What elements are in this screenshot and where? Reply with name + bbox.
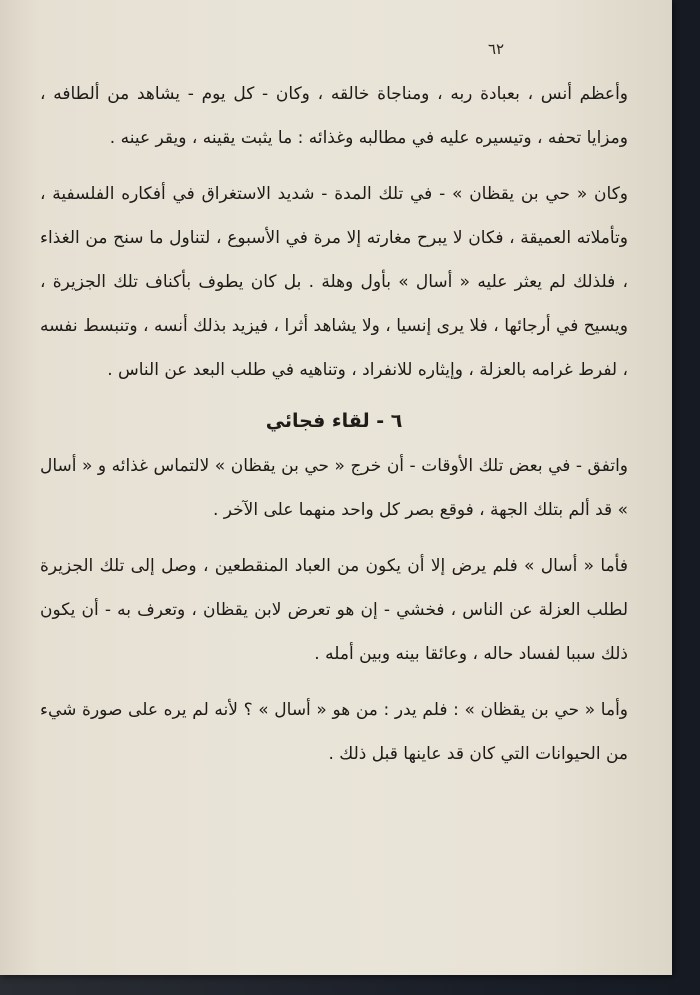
section-heading: ٦ - لقاء فجائي — [265, 410, 403, 432]
body-text — [40, 72, 628, 776]
section-paragraph-2: فأما « أسال » فلم يرض إلا أن يكون من العباد المنقطعين ، وصل إلى تلك الجزيرة لطلب العزلة عن الناس ، فخشي - إن هو تعرض لابن يقظان ، وتعرف به - أن يكون ذلك سببا لفساد حاله ، وعائقا بينه وبين أمله . — [40, 556, 628, 664]
section-paragraph-3: وأما « حي بن يقظان » : فلم يدر : من هو « أسال » ؟ لأنه لم يره على صورة شيء من الحيوانات التي كان قد عاينها قبل ذلك . — [40, 700, 628, 764]
section-paragraph-1: واتفق - في بعض تلك الأوقات - أن خرج « حي بن يقظان » لالتماس غذائه و « أسال » قد ألم بتلك الجهة ، فوقع بصر كل واحد منهما على الآخر . — [40, 456, 628, 520]
paragraph-2: وكان « حي بن يقظان » - في تلك المدة - شديد الاستغراق في أفكاره الفلسفية ، وتأملاته العميقة ، فكان لا يبرح مغارته إلا مرة في الأسبوع ، لتناول ما سنح من الغذاء ، فلذلك لم يعثر عليه « أسال » بأول وهلة . بل كان يطوف بأكناف تلك الجزيرة ، ويسيح في أرجائها ، فلا يرى إنسيا ، ولا يشاهد أثرا ، فيزيد بذلك أنسه ، وتنبسط نفسه ، لفرط غرامه بالعزلة ، وإيثاره للانفراد ، وتناهيه في طلب البعد عن الناس . — [40, 184, 628, 380]
paragraph-1: وأعظم أنس ، بعبادة ربه ، ومناجاة خالقه ، وكان - كل يوم - يشاهد من ألطافه ، ومزايا تحفه ، وتيسيره عليه في مطالبه وغذائه : ما يثبت يقينه ، ويقر عينه . — [40, 84, 628, 148]
page-number: ٦٢ — [488, 40, 505, 58]
